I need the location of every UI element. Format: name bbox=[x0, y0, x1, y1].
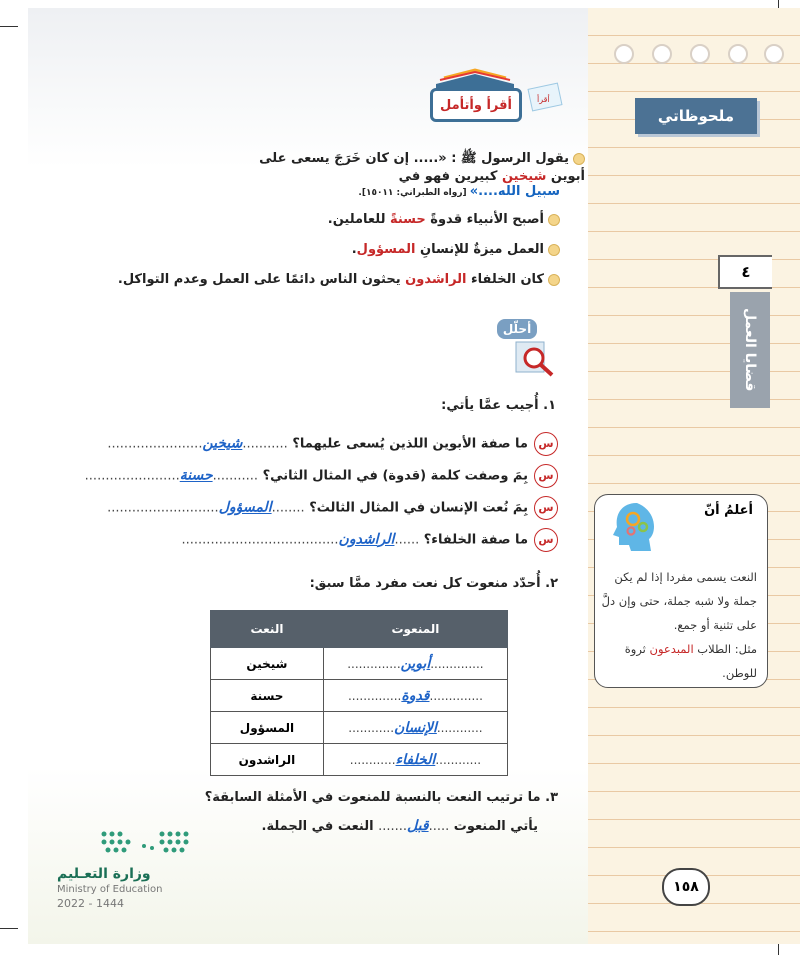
question-badge: س bbox=[534, 432, 558, 456]
bullet-icon bbox=[548, 244, 560, 256]
edition-year: 2022 - 1444 bbox=[57, 897, 124, 910]
answer-dots: ...... bbox=[394, 532, 420, 548]
example-1-text-a: يقول الرسول ﷺ : «..... إن كان خَرَجَ يسعى على أبوين bbox=[259, 151, 585, 184]
notes-title: ملحوظاتي bbox=[635, 98, 757, 134]
table-cell-manut: ..............أبوين.............. bbox=[323, 648, 507, 680]
example-line-2 bbox=[328, 212, 560, 227]
table-cell-manut: ............الخلفاء............ bbox=[323, 744, 507, 776]
answer-dots: ....................... bbox=[84, 468, 180, 484]
ministry-name-en: Ministry of Education bbox=[57, 884, 163, 895]
bullet-icon bbox=[573, 153, 585, 165]
example-1-highlight: شيخين bbox=[501, 169, 547, 184]
example-3-text-b: . bbox=[351, 242, 357, 257]
table-row bbox=[211, 744, 508, 776]
crop-mark bbox=[0, 928, 18, 929]
q3-answer-suffix: النعت في الجملة. bbox=[261, 819, 379, 834]
question-row bbox=[85, 464, 558, 488]
magnifier-icon bbox=[512, 338, 558, 378]
answer-dots: ........ bbox=[271, 500, 305, 516]
bullet-icon bbox=[548, 274, 560, 286]
example-line-1-cont bbox=[358, 184, 560, 199]
ministry-name-ar: وزارة التعـليم bbox=[57, 866, 151, 882]
question-text: بِمَ وصفت كلمة (قدوة) في المثال الثاني؟ bbox=[262, 468, 528, 484]
page-number: ١٥٨ bbox=[662, 868, 710, 906]
question-text: بِمَ نُعت الإنسان في المثال الثالث؟ bbox=[309, 500, 528, 516]
table-cell-manut: ............الإنسان............ bbox=[323, 712, 507, 744]
table-header-manut: المنعوت bbox=[323, 611, 507, 648]
answer-dots: ....... bbox=[378, 819, 408, 834]
table-cell-naat: الراشدون bbox=[211, 744, 324, 776]
q2-title: ٢. أُحدّد منعوت كل نعت مفرد ممَّا سبق: bbox=[309, 576, 558, 591]
info-text-rule: النعت يسمى مفردا إذا لم يكن جملة ولا شبه جملة، حتى وإن دلَّ على تثنية أو جمع. bbox=[601, 570, 757, 632]
answer-dots: ...................................... bbox=[181, 532, 339, 548]
binder-hole bbox=[614, 44, 634, 64]
unit-number: ٤ bbox=[718, 255, 772, 289]
table-header-naat: النعت bbox=[211, 611, 324, 648]
binder-hole bbox=[690, 44, 710, 64]
example-4-text-b: يحثون الناس دائمًا على العمل وعدم التواكل. bbox=[117, 272, 406, 287]
answer-dots: ..... bbox=[428, 819, 450, 834]
unit-title: قضايا العمل bbox=[730, 292, 770, 408]
answer-dots: ....................... bbox=[107, 436, 203, 452]
manut-answer: أبوين bbox=[400, 655, 431, 672]
info-box bbox=[594, 494, 768, 688]
example-line-1 bbox=[235, 150, 585, 184]
table-cell-naat: المسؤول bbox=[211, 712, 324, 744]
table-cell-manut: ..............قدوة.............. bbox=[323, 680, 507, 712]
question-badge: س bbox=[534, 528, 558, 552]
question-text: ما صفة الأبوين اللذين يُسعى عليهما؟ bbox=[292, 436, 528, 452]
manut-answer: الإنسان bbox=[394, 719, 437, 736]
manut-answer: الخلفاء bbox=[395, 751, 436, 768]
example-2-text-a: أصبح الأنبياء قدوةً bbox=[425, 212, 544, 227]
example-4-highlight: الراشدون bbox=[405, 272, 467, 287]
table-row bbox=[211, 680, 508, 712]
bullet-icon bbox=[548, 214, 560, 226]
answer-dots: ........... bbox=[212, 468, 259, 484]
example-line-4 bbox=[118, 272, 560, 287]
question-row bbox=[107, 432, 558, 456]
answer-text: شيخين bbox=[202, 435, 243, 452]
binder-hole bbox=[728, 44, 748, 64]
answer-dots: ........... bbox=[242, 436, 288, 452]
example-3-highlight: المسؤول bbox=[356, 242, 416, 257]
example-2-highlight: حسنةً bbox=[389, 212, 426, 227]
q1-title: ١. أُجيب عمَّا يأتي: bbox=[441, 398, 556, 413]
info-example-highlight: المبدعون bbox=[649, 642, 694, 656]
answer-dots: ........................... bbox=[107, 500, 219, 516]
example-2-text-b: للعاملين. bbox=[327, 212, 390, 227]
table-cell-naat: حسنة bbox=[211, 680, 324, 712]
q3-title: ٣. ما ترتيب النعت بالنسبة للمنعوت في الأمثلة السابقة؟ bbox=[204, 790, 558, 805]
binder-hole bbox=[652, 44, 672, 64]
question-text: ما صفة الخلفاء؟ bbox=[423, 532, 528, 548]
q3-answer-line bbox=[262, 818, 538, 834]
ribbon-tag-icon bbox=[526, 80, 564, 114]
answer-text: الراشدون bbox=[338, 531, 395, 548]
question-row bbox=[107, 496, 558, 520]
binder-hole bbox=[764, 44, 784, 64]
table-row bbox=[211, 648, 508, 680]
answer-text: حسنة bbox=[179, 467, 213, 484]
analyze-badge: أحلّل bbox=[497, 319, 537, 339]
q3-answer-prefix: يأتي المنعوت bbox=[449, 819, 538, 834]
info-example-prefix: مثل: الطلاب bbox=[693, 642, 757, 656]
manut-answer: قدوة bbox=[401, 687, 430, 704]
example-1-text-b: كبيرين فهو في bbox=[398, 169, 502, 184]
example-line-3 bbox=[352, 242, 560, 257]
info-box-text bbox=[601, 565, 757, 685]
ribbon-label: أقرأ bbox=[537, 95, 550, 104]
thinking-head-icon bbox=[607, 497, 659, 553]
question-row bbox=[182, 528, 558, 552]
read-reflect-badge: أقرأ وأتأمل bbox=[430, 88, 522, 122]
table-cell-naat: شيخين bbox=[211, 648, 324, 680]
question-badge: س bbox=[534, 464, 558, 488]
crop-mark bbox=[0, 26, 18, 27]
notes-sidebar bbox=[588, 8, 800, 944]
ministry-logo-icon bbox=[96, 826, 192, 860]
example-1-continuation: سبيل الله....» bbox=[469, 184, 560, 199]
example-3-text-a: العمل ميزةٌ للإنسانِ bbox=[415, 242, 544, 257]
table-row bbox=[211, 712, 508, 744]
answer-text: المسؤول bbox=[218, 499, 272, 516]
naat-table bbox=[210, 610, 508, 776]
example-4-text-a: كان الخلفاء bbox=[466, 272, 544, 287]
info-box-title: أعلمُ أنّ bbox=[704, 503, 753, 518]
q3-answer: قبل bbox=[407, 818, 429, 834]
info-example-suffix: ثروة للوطن. bbox=[624, 642, 757, 680]
question-badge: س bbox=[534, 496, 558, 520]
example-1-reference: [رواه الطبراني: ١٥٠١١]. bbox=[358, 188, 470, 198]
